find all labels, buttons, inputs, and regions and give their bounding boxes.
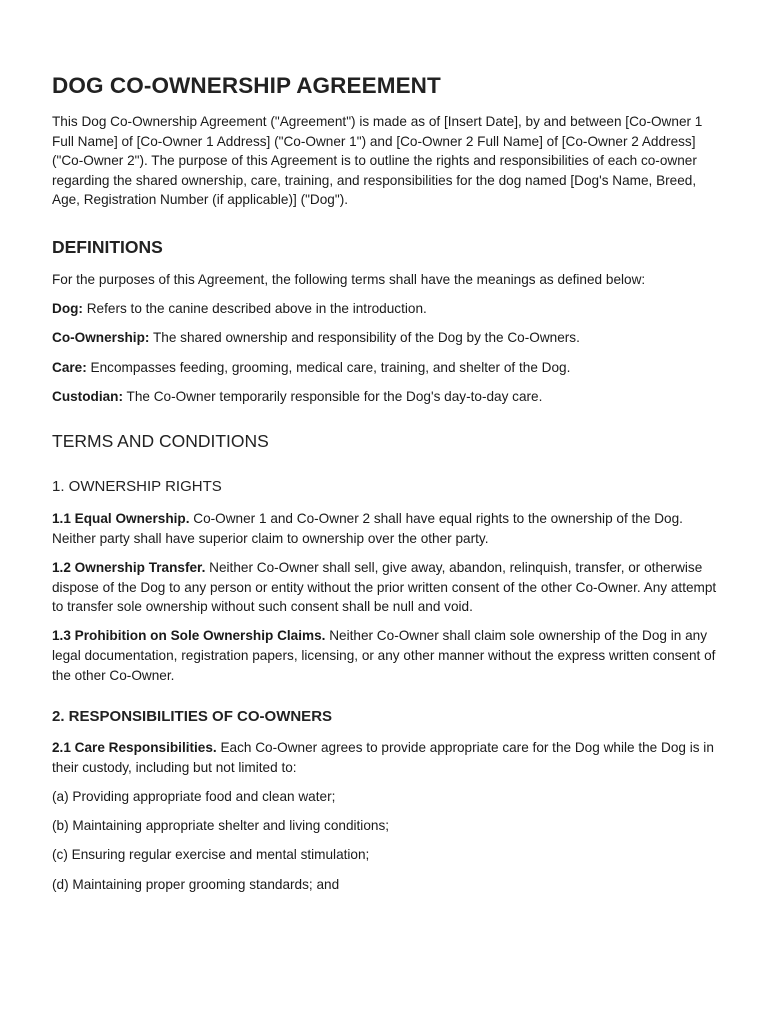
definition-text: The Co-Owner temporarily responsible for the Dog's day-to-day care. [122, 388, 543, 404]
document-title: DOG CO-OWNERSHIP AGREEMENT [52, 73, 441, 98]
definition-item [52, 387, 724, 407]
clause-text: Co-Owner 1 and Co-Owner 2 shall have equal rights to the ownership of the Dog. Neither party shall have superior claim to ownership over the other party. [52, 511, 683, 546]
definition-term: Co-Ownership: [52, 330, 150, 346]
definition-term: Dog: [52, 301, 83, 317]
clause-text: Neither Co-Owner shall claim sole ownership of the Dog in any legal documentation, registration papers, licensing, or any other manner without the express written consent of the other Co-Owner. [52, 628, 716, 683]
definition-term: Custodian: [52, 388, 123, 404]
definition-text: Encompasses feeding, grooming, medical care, training, and shelter of the Dog. [86, 359, 571, 375]
clause-2-1 [52, 738, 724, 777]
list-item: (b) Maintaining appropriate shelter and living conditions; [52, 818, 390, 834]
clause-text: Each Co-Owner agrees to provide appropriate care for the Dog while the Dog is in their custody, including but not limited to: [52, 740, 714, 775]
clause-label: 2.1 Care Responsibilities. [52, 740, 217, 756]
list-item: (a) Providing appropriate food and clean water; [52, 789, 336, 805]
definition-term: Care: [52, 359, 87, 375]
definition-item [52, 328, 724, 348]
clause-1-1 [52, 509, 724, 548]
section-responsibilities-heading: 2. RESPONSIBILITIES OF CO-OWNERS [52, 708, 333, 726]
clause-1-3 [52, 626, 724, 685]
definition-item [52, 299, 724, 319]
definitions-heading: DEFINITIONS [52, 236, 163, 257]
intro-paragraph: This Dog Co-Ownership Agreement ("Agreement") is made as of [Insert Date], by and between [Co-Owner 1 Full Name] of [Co-Owner 1 Address] ("Co-Owner 1") and [Co-Owner 2 Full Name] of [Co-Owner 2 Address] ("Co-Owner 2"). The purpose of this Agreement is to outline the rights and responsibilities of each co-owner regarding the shared ownership, care, training, and responsibilities for the dog named [Dog's Name, Breed, Age, Registration Number (if applicable)] ("Dog"). [52, 114, 703, 208]
terms-heading: TERMS AND CONDITIONS [52, 431, 269, 452]
clause-1-2 [52, 558, 724, 617]
definition-text: The shared ownership and responsibility of the Dog by the Co-Owners. [149, 330, 580, 346]
list-item: (d) Maintaining proper grooming standards; and [52, 876, 340, 892]
clause-label: 1.1 Equal Ownership. [52, 511, 190, 527]
definition-item [52, 358, 724, 378]
document-page [52, 72, 724, 894]
clause-label: 1.3 Prohibition on Sole Ownership Claims. [52, 628, 326, 644]
definitions-lead: For the purposes of this Agreement, the following terms shall have the meanings as defined below: [52, 271, 646, 287]
section-ownership-heading: 1. OWNERSHIP RIGHTS [52, 478, 222, 496]
clause-text: Neither Co-Owner shall sell, give away, abandon, relinquish, transfer, or otherwise dispose of the Dog to any person or entity without the prior written consent of the other Co-Owner. Any attempt to transfer sole ownership without such consent shall be null and void. [52, 560, 717, 615]
definition-text: Refers to the canine described above in the introduction. [82, 301, 427, 317]
list-item: (c) Ensuring regular exercise and mental stimulation; [52, 847, 370, 863]
clause-label: 1.2 Ownership Transfer. [52, 560, 206, 576]
